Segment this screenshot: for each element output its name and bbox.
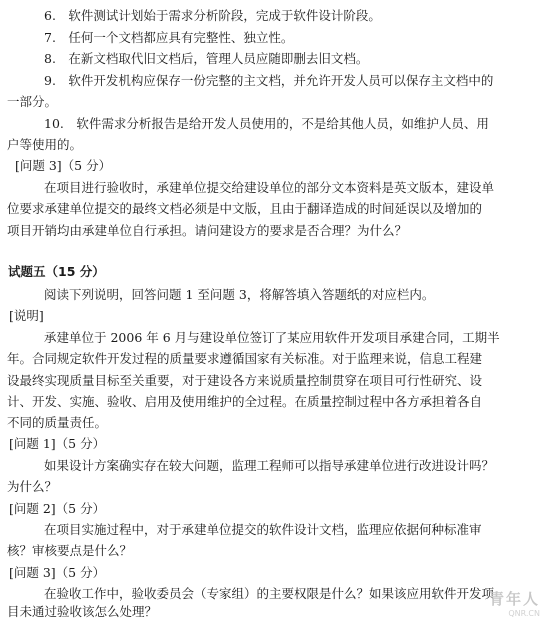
- watermark-logo: [489, 588, 540, 618]
- question-1-heading: [问题 1]（5 分）: [9, 436, 106, 451]
- list-item-6: 6. 软件测试计划始于需求分析阶段，完成于软件设计阶段。: [44, 8, 381, 23]
- list-item-9: 9. 软件开发机构应保存一份完整的主文档，并允许开发人员可以保存主文档中的: [44, 73, 494, 88]
- question-3-heading: [问题 3]（5 分）: [15, 158, 112, 173]
- question-1-text: 如果设计方案确实存在较大问题，监理工程师可以指导承建单位进行改进设计吗？: [44, 458, 495, 473]
- watermark-subtext: QNR.CN: [508, 609, 540, 618]
- question-3b-heading: [问题 3]（5 分）: [9, 565, 106, 580]
- question-3-text: 项目开销均由承建单位自行承担。请问建设方的要求是否合理？为什么？: [7, 223, 408, 238]
- description-text: 设最终实现质量目标至关重要，对于建设各方来说质量控制贯穿在项目可行性研究、设: [7, 373, 483, 388]
- question-3b-text: 目未通过验收该怎么处理？: [7, 604, 158, 619]
- instruction-text: 阅读下列说明，回答问题 1 至问题 3，将解答填入答题纸的对应栏内。: [44, 287, 435, 302]
- watermark-text: 青年人: [488, 590, 540, 608]
- section-title: 试题五（15 分）: [8, 264, 105, 279]
- description-heading: [说明]: [9, 308, 44, 323]
- list-item-8: 8. 在新文档取代旧文档后，管理人员应随即删去旧文档。: [44, 51, 369, 66]
- description-text: 承建单位于 2006 年 6 月与建设单位签订了某应用软件开发项目承建合同，工期半: [44, 330, 500, 345]
- list-item-10-continuation: 户等使用的。: [7, 137, 83, 152]
- question-2-text: 核？审核要点是什么？: [7, 543, 133, 558]
- list-item-10: 10. 软件需求分析报告是给开发人员使用的，不是给其他人员，如维护人员、用: [44, 116, 489, 131]
- question-2-heading: [问题 2]（5 分）: [9, 501, 106, 516]
- description-text: 年。合同规定软件开发过程的质量要求遵循国家有关标准。对于监理来说，信息工程建: [7, 351, 483, 366]
- list-item-9-continuation: 一部分。: [7, 94, 58, 109]
- description-text: 计、开发、实施、验收、启用及使用维护的全过程。在质量控制过程中各方承担着各自: [7, 394, 483, 409]
- question-1-text: 为什么？: [7, 479, 58, 494]
- question-3b-text: 在验收工作中，验收委员会（专家组）的主要权限是什么？如果该应用软件开发项: [44, 586, 495, 601]
- question-3-text: 位要求承建单位提交的最终文档必须是中文版，且由于翻译造成的时间延误以及增加的: [7, 201, 483, 216]
- question-3-text: 在项目进行验收时，承建单位提交给建设单位的部分文本资料是英文版本，建设单: [44, 180, 495, 195]
- list-item-7: 7. 任何一个文档都应具有完整性、独立性。: [44, 30, 294, 45]
- question-2-text: 在项目实施过程中，对于承建单位提交的软件设计文档，监理应依据何种标准审: [44, 522, 482, 537]
- description-text: 不同的质量责任。: [7, 415, 108, 430]
